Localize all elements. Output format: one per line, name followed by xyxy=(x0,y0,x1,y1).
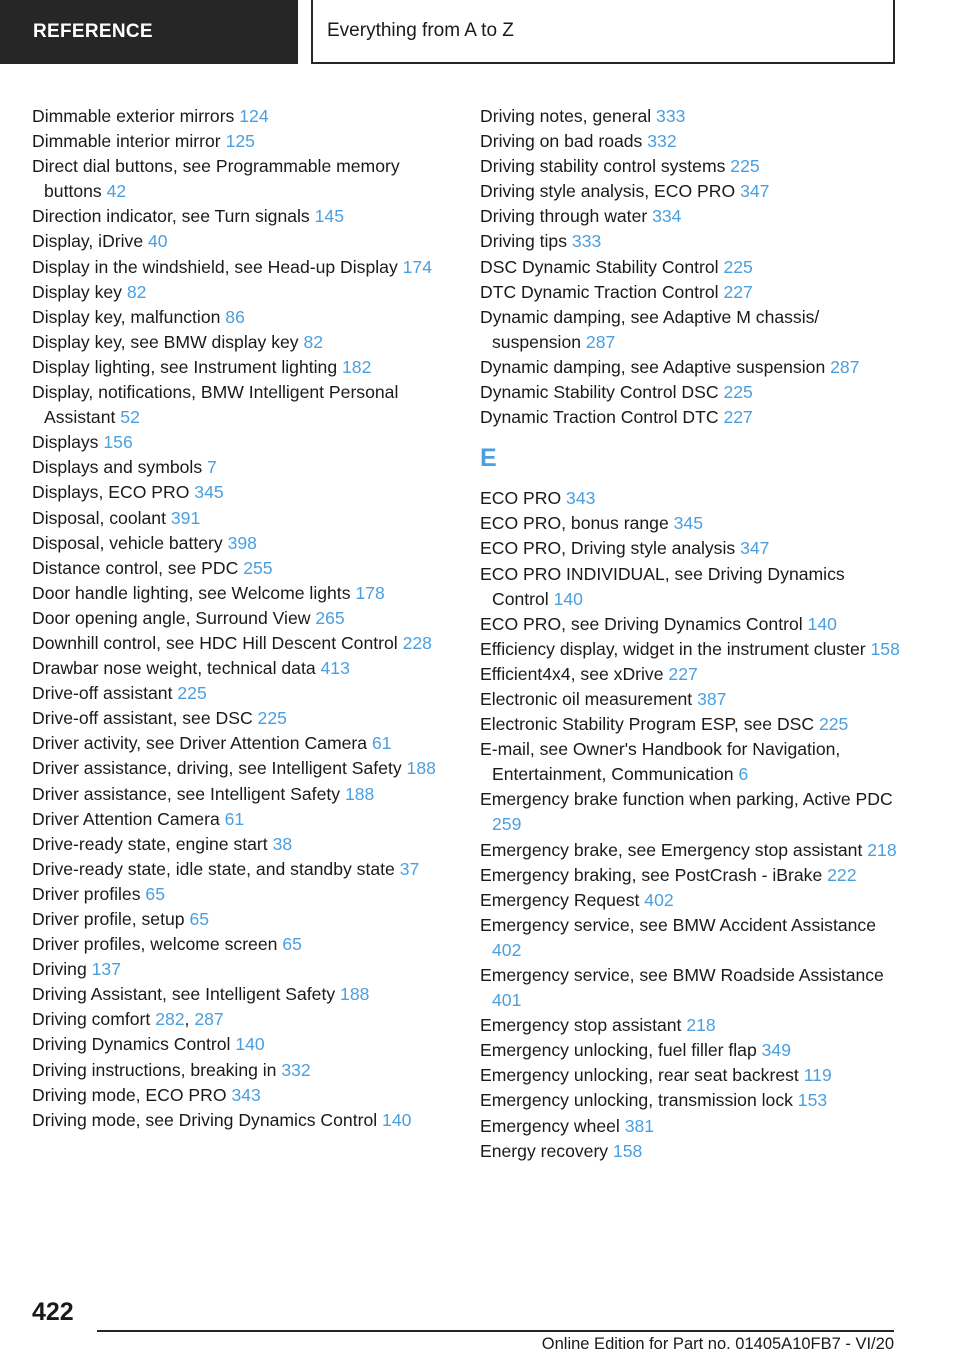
index-entry xyxy=(32,731,452,756)
section-tab: REFERENCE xyxy=(0,0,298,64)
page-reference-link[interactable]: 401 xyxy=(492,990,522,1011)
entry-term: Driving style analysis, ECO PRO xyxy=(480,181,741,202)
page-reference-link[interactable]: 188 xyxy=(406,758,436,779)
index-entry xyxy=(480,637,900,662)
page-reference-link[interactable]: 345 xyxy=(194,482,224,503)
page-reference-link[interactable]: 140 xyxy=(235,1034,265,1055)
index-entry xyxy=(32,907,452,932)
entry-term: Driving Dynamics Control xyxy=(32,1034,236,1055)
page-reference-link[interactable]: 413 xyxy=(320,658,350,679)
index-entry xyxy=(480,129,900,154)
page-reference-link[interactable]: 156 xyxy=(103,432,133,453)
index-entry xyxy=(32,857,452,882)
index-entry xyxy=(32,706,452,731)
page-reference-link[interactable]: 137 xyxy=(91,959,121,980)
entry-term: Driving notes, general xyxy=(480,106,657,126)
index-entry xyxy=(32,380,452,430)
index-entry xyxy=(32,1007,452,1032)
page-reference-link[interactable]: 332 xyxy=(281,1059,311,1080)
entry-term: DSC Dynamic Stability Control xyxy=(480,256,724,277)
index-entry xyxy=(480,963,900,1013)
entry-term: Emergency unlocking, fuel filler flap xyxy=(480,1040,762,1061)
index-entry xyxy=(480,280,900,305)
entry-term: ECO PRO, Driving style analysis xyxy=(480,538,741,559)
index-entry xyxy=(32,1032,452,1057)
page-reference-link[interactable]: 174 xyxy=(402,256,432,277)
index-group-e xyxy=(480,486,900,1164)
page-reference-link[interactable]: 38 xyxy=(272,833,293,854)
index-entry xyxy=(480,737,900,787)
index-entry xyxy=(32,204,452,229)
page-separator: , xyxy=(184,1009,195,1030)
page-reference-link[interactable]: 188 xyxy=(340,984,370,1005)
index-entry xyxy=(32,104,452,129)
index-entry xyxy=(480,154,900,179)
page-reference-link[interactable]: 182 xyxy=(342,356,372,377)
page-reference-link[interactable]: 145 xyxy=(314,206,344,227)
page-reference-link[interactable]: 82 xyxy=(126,281,147,302)
page-reference-link[interactable]: 218 xyxy=(686,1015,716,1036)
entry-term: Door opening angle, Surround View xyxy=(32,607,316,628)
page-header xyxy=(0,0,960,66)
index-entry xyxy=(480,662,900,687)
page-reference-link[interactable]: 158 xyxy=(612,1140,643,1161)
page-reference-link[interactable]: 7 xyxy=(207,457,217,478)
entry-term: Driver profile, setup xyxy=(32,909,190,929)
index-entry xyxy=(480,562,900,612)
page-reference-link[interactable]: 178 xyxy=(355,582,385,603)
entry-term: Energy recovery xyxy=(480,1140,613,1161)
page-reference-link[interactable]: 225 xyxy=(723,382,753,403)
entry-term: Driving stability control systems xyxy=(480,156,731,177)
page-reference-link[interactable]: 82 xyxy=(303,331,324,352)
index-entry xyxy=(32,455,452,480)
page-reference-link[interactable]: 124 xyxy=(239,106,269,126)
entry-term: Emergency brake, see Emergency stop assistant xyxy=(480,839,868,860)
index-entry xyxy=(32,531,452,556)
index-entry xyxy=(480,255,900,280)
entry-term: Drive-off assistant xyxy=(32,683,178,704)
index-entry xyxy=(32,480,452,505)
entry-term: Emergency braking, see PostCrash - iBrake xyxy=(480,864,828,885)
page-reference-link[interactable]: 65 xyxy=(282,934,302,955)
page-reference-link[interactable]: 287 xyxy=(585,331,616,352)
entry-term: Displays xyxy=(32,432,104,453)
index-entry xyxy=(480,712,900,737)
page-reference-link[interactable]: 387 xyxy=(697,688,727,709)
entry-term: Distance control, see PDC xyxy=(32,557,244,578)
entry-term: Efficiency display, widget in the instrument cluster xyxy=(480,638,871,659)
entry-term: Dynamic Traction Control DTC xyxy=(480,407,724,428)
index-entry xyxy=(32,832,452,857)
entry-term: Efficient4x4, see xDrive xyxy=(480,663,669,684)
edition-text: Online Edition for Part no. 01405A10FB7 - VI/20 xyxy=(541,1335,894,1353)
page-reference-link[interactable]: 227 xyxy=(723,407,753,428)
page-reference-link[interactable]: 287 xyxy=(830,356,860,377)
index-entry xyxy=(480,1114,900,1139)
index-entry xyxy=(32,305,452,330)
page-reference-link[interactable]: 225 xyxy=(257,708,287,729)
index-entry xyxy=(32,280,452,305)
index-entry xyxy=(480,1063,900,1088)
page-reference-link[interactable]: 153 xyxy=(797,1090,828,1111)
entry-term: Driver profiles, welcome screen xyxy=(32,934,283,955)
index-group-d xyxy=(480,104,900,430)
footer-divider xyxy=(97,1330,894,1332)
page-reference-link[interactable]: 345 xyxy=(673,513,703,534)
entry-term: Drawbar nose weight, technical data xyxy=(32,658,321,679)
entry-term: Emergency service, see BMW Accident Assistance xyxy=(480,914,877,935)
index-entry xyxy=(480,1013,900,1038)
index-entry xyxy=(480,1038,900,1063)
index-entry xyxy=(480,536,900,561)
entry-term: Emergency Request xyxy=(480,889,645,910)
entry-term: Emergency unlocking, rear seat backrest xyxy=(480,1065,804,1086)
page-reference-link[interactable]: 65 xyxy=(145,883,165,904)
index-entry xyxy=(32,957,452,982)
index-entry xyxy=(32,229,452,254)
page-reference-link[interactable]: 333 xyxy=(656,106,686,126)
entry-term: Driver activity, see Driver Attention Camera xyxy=(32,733,372,754)
page-reference-link[interactable]: 140 xyxy=(807,613,837,634)
index-entry xyxy=(32,255,452,280)
entry-term: Door handle lighting, see Welcome lights xyxy=(32,582,356,603)
entry-term: Drive-ready state, idle state, and standby state xyxy=(32,858,400,879)
footer-edition xyxy=(500,1335,894,1354)
page-reference-link[interactable]: 42 xyxy=(106,181,127,202)
entry-term: Display key, see BMW display key xyxy=(32,331,304,352)
entry-term: Dimmable exterior mirrors xyxy=(32,106,240,126)
page-reference-link[interactable]: 225 xyxy=(723,256,753,277)
page-reference-link[interactable]: 402 xyxy=(644,889,674,910)
index-entry xyxy=(480,1139,900,1164)
page-reference-link[interactable]: 37 xyxy=(399,858,420,879)
index-entry xyxy=(32,982,452,1007)
entry-term: Emergency stop assistant xyxy=(480,1015,687,1036)
page-reference-link[interactable]: 402 xyxy=(492,939,522,960)
index-entry xyxy=(32,756,452,781)
entry-term: Dynamic Stability Control DSC xyxy=(480,382,724,403)
page-reference-link[interactable]: 391 xyxy=(170,507,201,528)
index-column-left xyxy=(32,104,452,1133)
entry-term: Display key xyxy=(32,281,127,302)
index-entry xyxy=(32,681,452,706)
page-reference-link[interactable]: 255 xyxy=(243,557,273,578)
page-reference-link[interactable]: 265 xyxy=(315,607,345,628)
entry-term: Driver profiles xyxy=(32,883,146,904)
index-entry xyxy=(32,430,452,455)
page-reference-link[interactable]: 287 xyxy=(194,1009,224,1030)
index-entry xyxy=(480,511,900,536)
entry-term: Direct dial buttons, see Programmable memory buttons xyxy=(32,156,400,202)
index-entry xyxy=(480,612,900,637)
entry-term: Emergency wheel xyxy=(480,1115,625,1136)
page-reference-link[interactable]: 347 xyxy=(740,538,770,559)
page-reference-link[interactable]: 381 xyxy=(624,1115,655,1136)
page-reference-link[interactable]: 61 xyxy=(371,733,392,754)
page-reference-link[interactable]: 227 xyxy=(723,281,753,302)
page-reference-link[interactable]: 398 xyxy=(227,532,257,553)
index-entry xyxy=(32,782,452,807)
index-entry xyxy=(480,913,900,963)
page-reference-link[interactable]: 125 xyxy=(225,131,255,152)
entry-term: Driving comfort xyxy=(32,1009,156,1030)
entry-term: ECO PRO, see Driving Dynamics Control xyxy=(480,613,808,634)
entry-term: E-mail, see Owner's Handbook for Navigation, Entertainment, Communication xyxy=(480,739,841,785)
page-number: 422 xyxy=(32,1298,74,1326)
index-entry xyxy=(480,355,900,380)
entry-term: ECO PRO INDIVIDUAL, see Driving Dynamics Control xyxy=(480,563,845,609)
page-reference-link[interactable]: 228 xyxy=(402,632,432,653)
index-entry xyxy=(480,229,900,254)
page-reference-link[interactable]: 332 xyxy=(647,131,677,152)
header-title: Everything from A to Z xyxy=(311,0,895,64)
entry-term: Disposal, coolant xyxy=(32,507,171,528)
page-reference-link[interactable]: 61 xyxy=(224,808,245,829)
entry-term: Drive-ready state, engine start xyxy=(32,833,273,854)
index-entry xyxy=(32,807,452,832)
index-entry xyxy=(480,787,900,837)
entry-term: Display, notifications, BMW Intelligent Personal Assistant xyxy=(32,382,399,428)
entry-term: Drive-off assistant, see DSC xyxy=(32,708,258,729)
index-entry xyxy=(32,606,452,631)
index-entry xyxy=(480,179,900,204)
page-reference-link[interactable]: 140 xyxy=(382,1109,412,1130)
page-reference-link[interactable]: 140 xyxy=(553,588,583,609)
page-reference-link[interactable]: 86 xyxy=(225,306,245,327)
entry-term: Displays, ECO PRO xyxy=(32,482,195,503)
page-reference-link[interactable]: 225 xyxy=(730,156,760,177)
index-entry xyxy=(32,882,452,907)
entry-term: Electronic oil measurement xyxy=(480,688,698,709)
entry-term: Driving instructions, breaking in xyxy=(32,1059,282,1080)
index-entry xyxy=(32,656,452,681)
index-entry xyxy=(32,1108,452,1133)
page-reference-link[interactable]: 119 xyxy=(803,1065,832,1086)
entry-term: DTC Dynamic Traction Control xyxy=(480,281,724,302)
page-reference-link[interactable]: 343 xyxy=(231,1084,261,1105)
index-entry xyxy=(32,1058,452,1083)
index-entry xyxy=(480,486,900,511)
index-entry xyxy=(480,687,900,712)
entry-term: Electronic Stability Program ESP, see DSC xyxy=(480,714,819,735)
index-entry xyxy=(480,405,900,430)
page-reference-link[interactable]: 40 xyxy=(148,231,168,252)
index-entry xyxy=(32,556,452,581)
page-reference-link[interactable]: 282 xyxy=(155,1009,185,1030)
page-reference-link[interactable]: 218 xyxy=(867,839,897,860)
index-entry xyxy=(480,380,900,405)
page-reference-link[interactable]: 225 xyxy=(818,714,849,735)
entry-term: Display in the windshield, see Head-up Display xyxy=(32,256,403,277)
index-entry xyxy=(32,355,452,380)
entry-term: Driver assistance, driving, see Intelligent Safety xyxy=(32,758,407,779)
page-reference-link[interactable]: 333 xyxy=(571,231,602,252)
page-reference-link[interactable]: 6 xyxy=(738,764,749,785)
entry-term: Downhill control, see HDC Hill Descent Control xyxy=(32,632,403,653)
section-letter-e: E xyxy=(480,444,497,473)
entry-term: Emergency brake function when parking, Active PDC xyxy=(480,789,893,810)
page-reference-link[interactable]: 334 xyxy=(652,206,682,227)
index-entry xyxy=(32,330,452,355)
page-reference-link[interactable]: 158 xyxy=(870,638,900,659)
entry-term: Driving mode, ECO PRO xyxy=(32,1084,232,1105)
page-reference-link[interactable]: 227 xyxy=(668,663,698,684)
index-entry xyxy=(480,888,900,913)
page-reference-link[interactable]: 349 xyxy=(761,1040,791,1061)
index-entry xyxy=(480,104,900,129)
page-reference-link[interactable]: 347 xyxy=(740,181,770,202)
entry-term: Driving mode, see Driving Dynamics Control xyxy=(32,1109,383,1130)
entry-term: Driving tips xyxy=(480,231,572,252)
entry-term: Emergency service, see BMW Roadside Assistance xyxy=(480,965,884,985)
entry-term: Driver assistance, see Intelligent Safety xyxy=(32,783,345,804)
index-entry xyxy=(480,1088,900,1113)
entry-term: Driving Assistant, see Intelligent Safety xyxy=(32,984,341,1005)
entry-term: Disposal, vehicle battery xyxy=(32,532,228,553)
page-reference-link[interactable]: 225 xyxy=(177,683,207,704)
entry-term: ECO PRO, bonus range xyxy=(480,513,674,534)
page-reference-link[interactable]: 65 xyxy=(189,909,210,929)
index-entry xyxy=(480,838,900,863)
index-entry xyxy=(32,129,452,154)
index-entry xyxy=(32,631,452,656)
index-entry xyxy=(32,506,452,531)
page-reference-link[interactable]: 52 xyxy=(120,407,140,428)
entry-term: Display lighting, see Instrument lighting xyxy=(32,356,343,377)
index-column-right xyxy=(480,104,900,1164)
index-entry xyxy=(480,863,900,888)
index-entry xyxy=(32,581,452,606)
index-entry xyxy=(32,932,452,957)
entry-term: Display, iDrive xyxy=(32,231,149,252)
index-entry xyxy=(480,305,900,355)
page-reference-link[interactable]: 259 xyxy=(492,814,522,835)
entry-term: Driver Attention Camera xyxy=(32,808,225,829)
page-reference-link[interactable]: 343 xyxy=(566,488,596,509)
entry-term: Driving through water xyxy=(480,206,653,227)
page-reference-link[interactable]: 188 xyxy=(344,783,375,804)
entry-term: Dynamic damping, see Adaptive suspension xyxy=(480,356,831,377)
page-reference-link[interactable]: 222 xyxy=(827,864,857,885)
entry-term: Direction indicator, see Turn signals xyxy=(32,206,315,227)
entry-term: Emergency unlocking, transmission lock xyxy=(480,1090,798,1111)
index-entry xyxy=(32,1083,452,1108)
index-entry xyxy=(480,204,900,229)
entry-term: Dimmable interior mirror xyxy=(32,131,226,152)
entry-term: Display key, malfunction xyxy=(32,306,226,327)
index-entry xyxy=(32,154,452,204)
entry-term: ECO PRO xyxy=(480,488,567,509)
entry-term: Dynamic damping, see Adaptive M chassis/ suspension xyxy=(480,306,820,352)
entry-term: Driving xyxy=(32,959,92,980)
entry-term: Displays and symbols xyxy=(32,457,208,478)
entry-term: Driving on bad roads xyxy=(480,131,648,152)
